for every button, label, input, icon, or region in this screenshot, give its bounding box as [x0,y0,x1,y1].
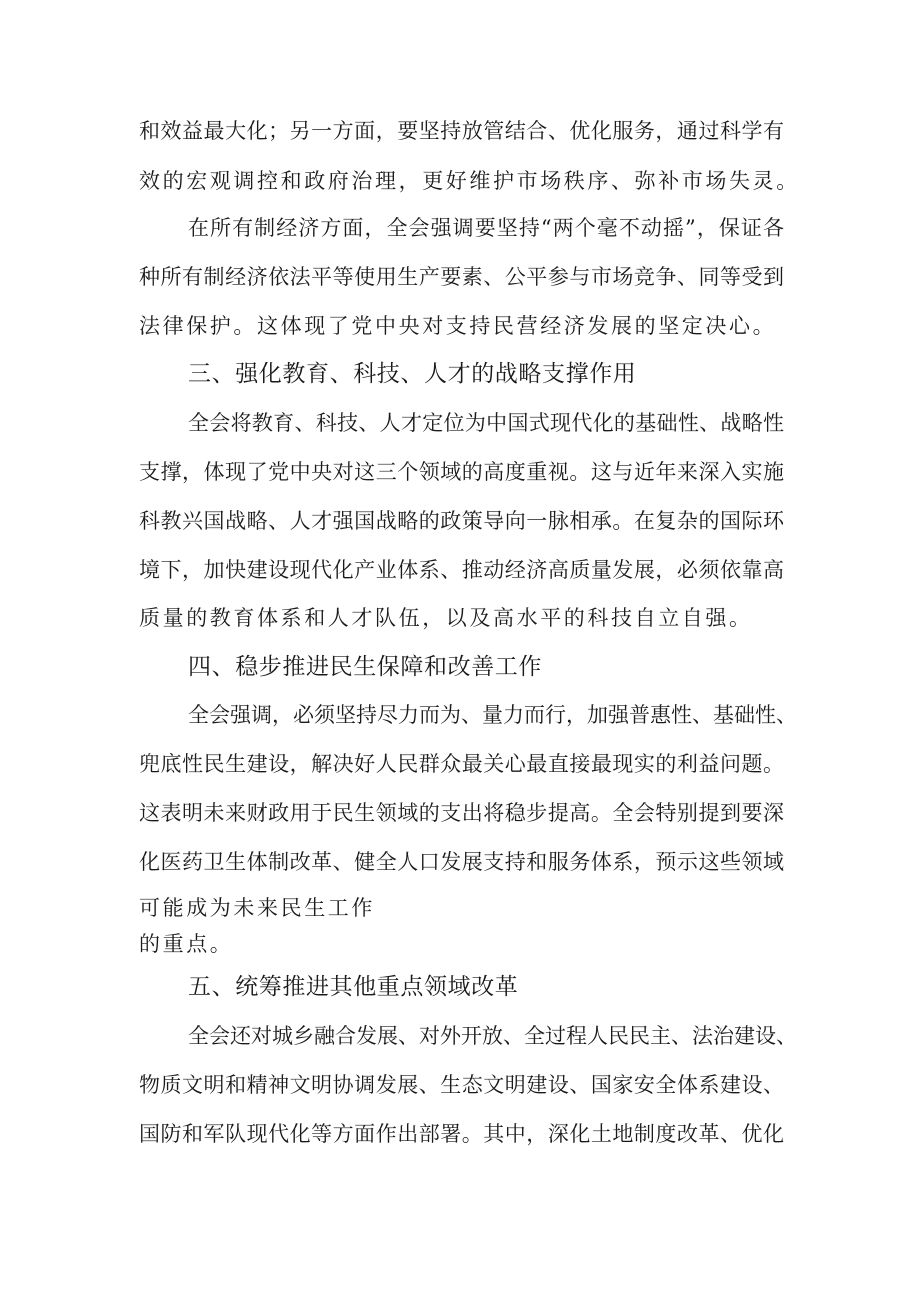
paragraph-line: 科教兴国战略、人才强国战略的政策导向一脉相承。在复杂的国际环 [139,509,784,533]
paragraph-line: 在所有制经济方面，全会强调要坚持“两个毫不动摇”，保证各 [188,216,784,240]
paragraph-line: 法律保护。这体现了党中央对支持民营经济发展的坚定决心。 [139,314,777,338]
section-heading: 五、统筹推进其他重点领域改革 [188,974,519,1000]
paragraph-line: 这表明未来财政用于民生领域的支出将稳步提高。全会特别提到要深 [139,801,784,825]
paragraph-line: 化医药卫生体制改革、健全人口发展支持和服务体系，预示这些领域 [139,850,784,874]
paragraph-line: 物质文明和精神文明协调发展、生态文明建设、国家安全体系建设、 [139,1073,784,1097]
paragraph-line: 可能成为未来民生工作 [139,896,375,920]
section-heading: 三、强化教育、科技、人才的战略支撑作用 [188,361,637,387]
paragraph-line: 兜底性民生建设，解决好人民群众最关心最直接最现实的利益问题。 [139,752,784,776]
paragraph-line: 支撑，体现了党中央对这三个领域的高度重视。这与近年来深入实施 [139,460,784,484]
paragraph-line: 境下，加快建设现代化产业体系、推动经济高质量发展，必须依靠高 [139,558,784,582]
paragraph-line: 全会强调，必须坚持尽力而为、量力而行，加强普惠性、基础性、 [188,703,797,727]
paragraph-line: 效的宏观调控和政府治理，更好维护市场秩序、弥补市场失灵。 [139,169,800,193]
paragraph-line: 全会将教育、科技、人才定位为中国式现代化的基础性、战略性 [188,411,784,435]
paragraph-line: 质量的教育体系和人才队伍，以及高水平的科技自立自强。 [139,606,753,630]
paragraph-line: 国防和军队现代化等方面作出部署。其中，深化土地制度改革、优化 [139,1122,784,1146]
section-heading: 四、稳步推进民生保障和改善工作 [188,654,542,680]
paragraph-line: 的重点。 [139,932,234,956]
paragraph-line: 种所有制经济依法平等使用生产要素、公平参与市场竞争、同等受到 [139,265,784,289]
paragraph-line: 和效益最大化；另一方面，要坚持放管结合、优化服务，通过科学有 [139,119,784,143]
paragraph-line: 全会还对城乡融合发展、对外开放、全过程人民民主、法治建设、 [188,1024,797,1048]
